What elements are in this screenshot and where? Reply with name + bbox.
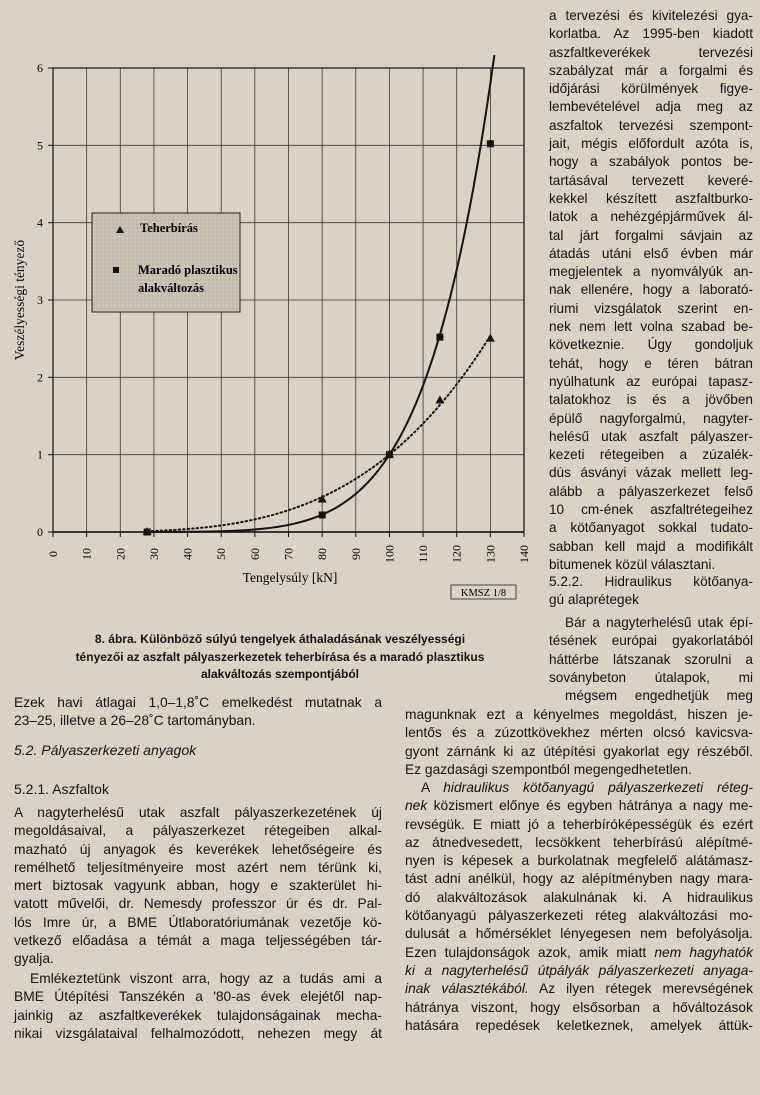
text-line: nikai vizsgálataival felhalmozódott, nehezen megy át: [14, 1025, 382, 1041]
x-tick-label: 0: [46, 551, 60, 557]
caption-line: 8. ábra. Különböző súlyú tengelyek áthaladásának veszélyességi: [94, 632, 466, 646]
text-line: kezeti rétegeiben a zúzalék-: [549, 447, 753, 463]
text-line: nak ellenére, hogy a laborató-: [549, 282, 753, 298]
x-tick-labels: [46, 545, 531, 563]
text-line: Ez gazdasági szempontból megengedhetetlen.: [405, 761, 692, 777]
text-line: A nagyterhelésű utak aszfalt pályaszerkezetének új: [14, 805, 382, 820]
subheading-line: gú alaprétegek: [549, 592, 639, 608]
x-tick-label: 40: [180, 548, 195, 560]
right-bottom-continuation: [405, 706, 753, 779]
text-line: tehát, hogy e téren bátran: [549, 355, 753, 371]
text-line: megjelentek a nyomvályúk an-: [549, 264, 753, 280]
data-point-marado: [319, 511, 326, 518]
y-tick-label: 6: [37, 61, 43, 75]
text-line: dó alakváltozások alakulnának ki. A hidraulikus: [405, 889, 753, 905]
stamp-text: KMSZ 1/8: [460, 588, 507, 599]
text-line: az átnedvesedett, lecsökkent teherbírású alépítmé-: [405, 834, 753, 850]
left-intro: [14, 694, 382, 731]
text-line: épülő nagyforgalmú, nagyter-: [549, 410, 753, 426]
right-paragraph-2: [549, 614, 753, 705]
text-line: tal járt forgalmi sávjain az: [549, 227, 753, 243]
y-axis-label: Veszélyességi tényező: [12, 239, 27, 361]
text-line: következnie. Úgy gondoljuk: [549, 337, 753, 353]
x-tick-label: 120: [449, 545, 464, 563]
y-tick-label: 4: [37, 215, 43, 230]
left-paragraph-2: [14, 970, 382, 1043]
data-point-teherbiras: [486, 334, 495, 342]
text-line: tartásával tervezett keveré-: [549, 172, 753, 188]
x-tick-label: 60: [247, 548, 262, 560]
y-tick-label: 2: [37, 370, 43, 385]
text-line: vetkező előadása a témát a maga teljességében tár-: [14, 933, 382, 949]
text-line: mégsem engedhetjük meg: [565, 688, 753, 704]
figure-caption: [40, 631, 520, 684]
text-line: soványbeton útalapok, mi: [549, 669, 753, 685]
right-column: [549, 7, 753, 574]
legend: [92, 213, 240, 312]
text-line: nek közismert előnye és egyben hátránya a nagy me-: [405, 798, 753, 814]
text-line: BME Útépítési Tanszékén a '80-as évek elejétől nap-: [14, 989, 382, 1005]
y-tick-labels: [37, 61, 43, 539]
text-line: lentős és a zúzottkövekhez mérten olcsó kavicsva-: [405, 725, 753, 741]
y-tick-label: 5: [37, 138, 43, 153]
x-axis-label: Tengelysúly [kN]: [242, 570, 338, 585]
text-line: dús ásványi vázak mellett leg-: [549, 465, 753, 481]
text-line: latok a nehézgépjárművek ál-: [549, 209, 753, 225]
section-heading: 5.2. Pályaszerkezeti anyagok: [14, 742, 197, 758]
text-line: mert biztosak vagyunk abban, hogy e szakterület hi-: [14, 878, 382, 894]
text-line: Ezek havi átlagai 1,0–1,8˚C emelkedést mutatnak a: [14, 695, 382, 710]
text-line: kekkel készített aszfaltburko-: [549, 190, 753, 206]
x-tick-label: 130: [483, 545, 498, 563]
text-line: aszfaltkeverékek tervezési: [549, 44, 753, 60]
text-line: lembevételével adja meg az: [549, 99, 753, 115]
legend-square-marker: [113, 267, 119, 273]
text-line: talatokhoz is és a jövőben: [549, 392, 753, 408]
text-line: nyúlhatunk az európai tapasz-: [549, 373, 753, 389]
text-line: gyalja.: [14, 951, 54, 967]
x-tick-label: 90: [348, 548, 363, 560]
text-line: hatására repedések keletkeznek, amelyek áttük-: [405, 1017, 753, 1033]
subheading-5-2-2: [549, 573, 753, 610]
text-line: időjárási körülmények figye-: [549, 81, 753, 97]
data-point-marado: [487, 140, 494, 147]
x-tick-label: 140: [517, 545, 531, 563]
legend-label-marado-2: alakváltozás: [138, 281, 204, 295]
text-line: bitumenek közül választani.: [549, 556, 716, 572]
text-line: korlatba. Az 1995-ben kiadott: [549, 26, 753, 42]
text-line: hátránya viszont, hogy elsősorban a hőváltozások: [405, 999, 753, 1015]
text-line: tésének európai gyakorlatából: [549, 633, 753, 649]
text-line: alább a pályaszerkezet felső: [549, 483, 753, 499]
text-line: a kötőanyagot sokkal tudato-: [549, 520, 753, 536]
subsection-heading: 5.2.1. Aszfaltok: [14, 781, 109, 797]
text-line: mazható új anyagok és keverékek lehetőségeire és: [14, 841, 382, 857]
text-line: revségük. E miatt jó a teherbíróképességük és ezért: [405, 816, 753, 832]
y-tick-label: 0: [37, 525, 43, 539]
text-line: hogy a szabályok pontos be-: [549, 154, 753, 170]
text-line: szabályzat már a forgalmi és: [549, 62, 753, 78]
text-line: a tervezési és kivitelezési gya-: [549, 8, 753, 23]
caption-line: alakváltozás szempontjából: [200, 667, 360, 681]
caption-line: tényezői az aszfalt pályaszerkezetek teherbírása és a maradó plasztikus: [75, 649, 485, 664]
right-bottom-paragraph: [405, 779, 753, 1035]
text-line: helésű utak aszfalt pályaszer-: [549, 428, 753, 444]
text-line: inak választékából. Az ilyen rétegek merevségének: [405, 981, 753, 997]
text-line: megoldásaival, a pályaszerkezet rétegeiben alkal-: [14, 823, 382, 839]
x-tick-label: 10: [79, 548, 94, 560]
text-line: 10 cm-ének aszfaltrétegeihez: [549, 502, 753, 518]
text-line: sabban kell majd a modifikált: [549, 538, 753, 554]
text-line: dulusát a hőmérséklet lényegesen nem befolyásolja.: [405, 926, 753, 942]
text-line: háttérbe látszanak szorulni a: [549, 651, 753, 667]
text-line: magunknak ezt a kényelmes megoldást, hiszen je-: [405, 707, 753, 722]
text-line: ki a nagyterhelésű útpályák pályaszerkezeti anyaga-: [405, 962, 753, 978]
x-tick-label: 80: [315, 548, 330, 560]
text-line: nek nem lett volna szabad be-: [549, 319, 753, 335]
text-line: remélhető teljesítményeire most azért nem térünk ki,: [14, 859, 382, 875]
y-tick-label: 3: [37, 293, 43, 307]
data-point-marado: [386, 451, 393, 458]
x-tick-label: 30: [146, 548, 161, 560]
legend-label-teherbiras: Teherbírás: [140, 221, 198, 235]
x-tick-label: 110: [416, 545, 431, 563]
figure-chart: [0, 55, 540, 630]
data-point-marado: [436, 334, 443, 341]
data-point-marado: [144, 529, 151, 536]
text-line: jait, mégis előfordult azóta is,: [549, 136, 753, 152]
data-point-teherbiras: [435, 396, 444, 404]
y-tick-label: 1: [37, 447, 43, 462]
text-line: kötőanyagú pályaszerkezeti réteg alakváltozási mo-: [405, 908, 753, 924]
text-line: A hidraulikus kötőanyagú pályaszerkezeti réteg-: [421, 780, 753, 795]
x-tick-label: 50: [214, 548, 229, 560]
legend-label-marado-1: Maradó plasztikus: [138, 263, 238, 277]
x-tick-label: 20: [113, 548, 128, 560]
x-tick-label: 100: [382, 545, 397, 563]
text-line: lós Imre úr, a BME Útlaboratóriumának vezetője kö-: [14, 914, 382, 930]
subheading-line: 5.2.2. Hidraulikus kötőanya-: [549, 574, 753, 589]
text-line: Bár a nagyterhelésű utak épí-: [565, 615, 753, 630]
text-line: Ezen tulajdonságok azok, amik miatt nem hagyhatók: [405, 944, 754, 960]
text-line: Emlékeztetünk viszont arra, hogy az a tudás ami a: [30, 971, 382, 986]
text-line: aszfaltok tervezési szempont-: [549, 117, 753, 133]
text-line: tást adni anélkül, hogy az alépítményben nagy mara-: [405, 871, 753, 887]
text-line: vatott művelői, dr. Nemesdy professzor úr és dr. Pal-: [14, 896, 382, 912]
x-tick-label: 70: [281, 548, 296, 560]
text-line: gyont zárnánk ki az útépítési gyakorlat egy részéből.: [405, 743, 753, 759]
text-line: átadás utáni első évben már: [549, 245, 753, 261]
text-line: 23–25, illetve a 26–28˚C tartományban.: [14, 713, 256, 729]
text-line: riumi vizsgálatok szerint en-: [549, 300, 753, 316]
text-line: jainkig az aszfaltkeverékek tulajdonságainak mecha-: [14, 1007, 382, 1023]
text-line: nyen is képesek a burkolatnak megfelelő alátámasz-: [405, 853, 753, 869]
left-paragraph-1: [14, 804, 382, 969]
